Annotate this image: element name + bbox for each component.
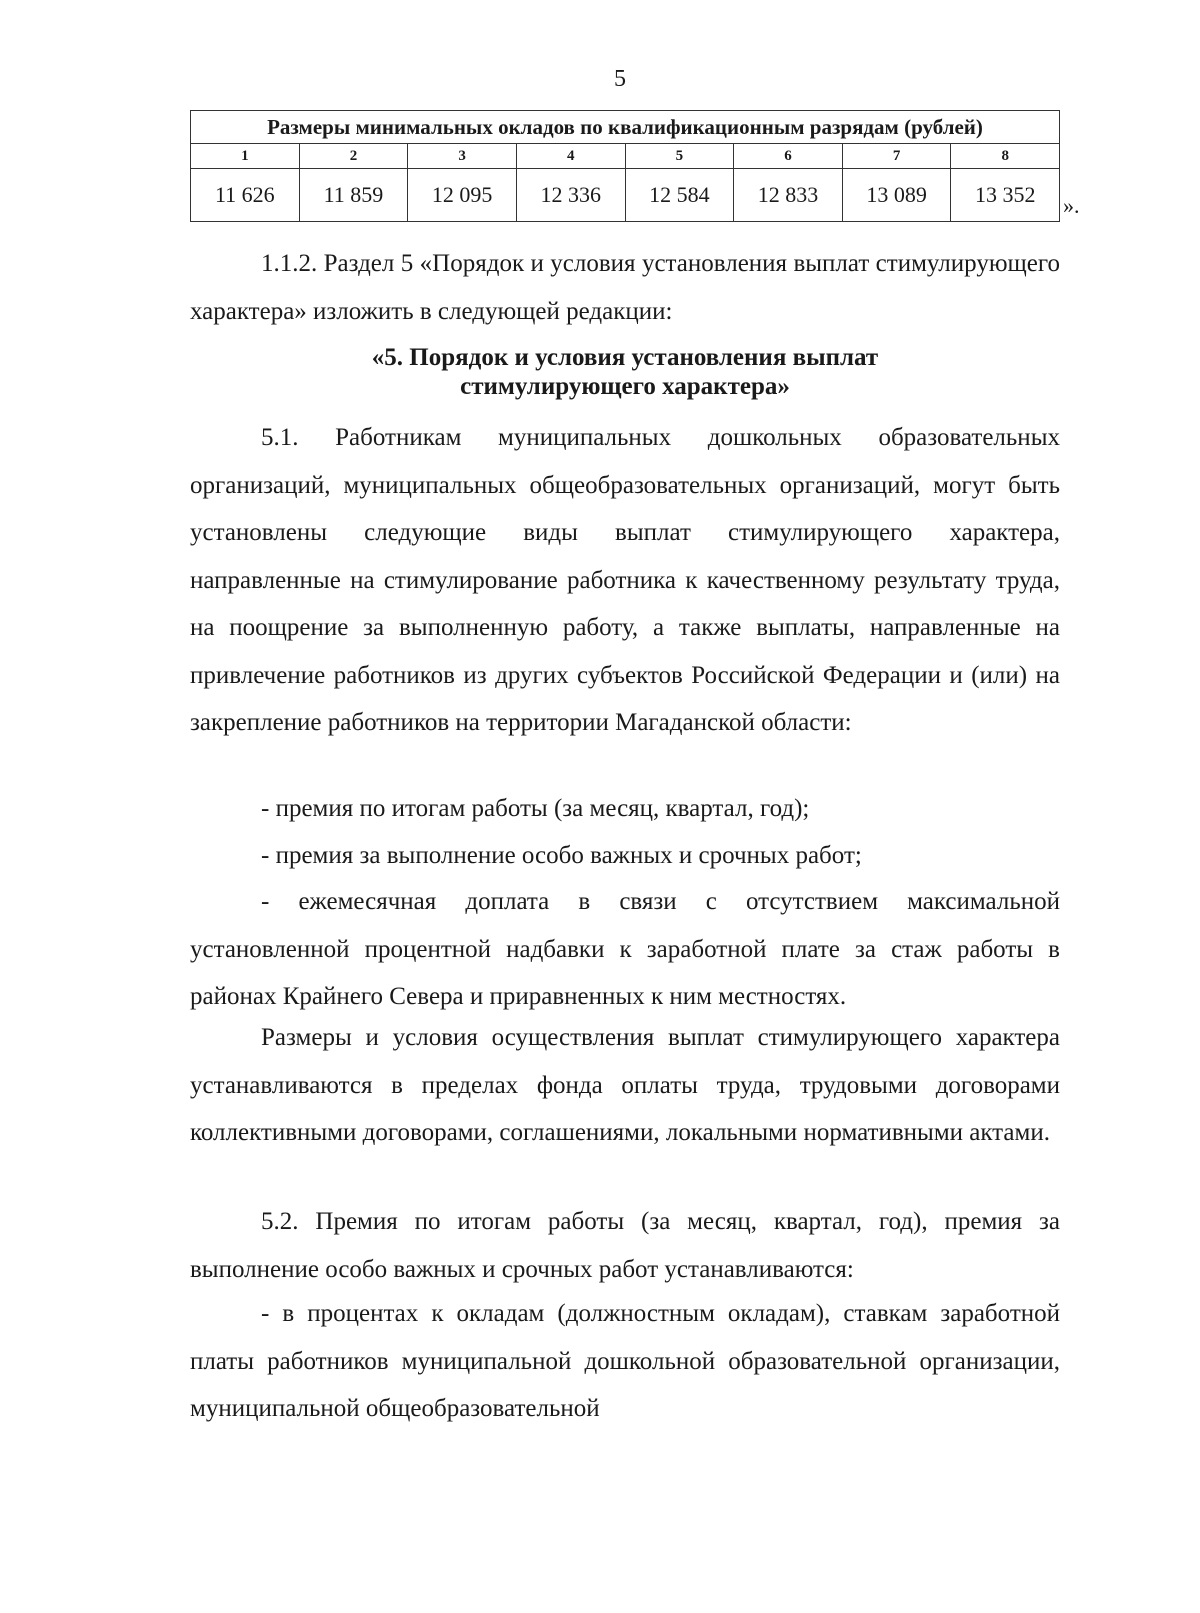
grade-row	[191, 144, 1060, 169]
grade-cell: 8	[951, 144, 1060, 169]
amount-cell: 11 859	[299, 169, 408, 222]
amount-cell: 12 095	[408, 169, 517, 222]
grade-cell: 4	[516, 144, 625, 169]
amount-row	[191, 169, 1060, 222]
table-caption: Размеры минимальных окладов по квалификационным разрядам (рублей)	[191, 111, 1060, 144]
bullet-monthly-surcharge: - ежемесячная доплата в связи с отсутствием максимальной установленной процентной надбавки к заработной плате за стаж работы в районах Крайнего Севера и приравненных к ним местностях.	[190, 888, 1060, 1010]
page-number: 5	[614, 66, 626, 92]
paragraph-sizes: Размеры и условия осуществления выплат стимулирующего характера устанавливаются в пределах фонда оплаты труда, трудовыми договорами коллективными договорами, соглашениями, локальными нормативными актами.	[190, 1024, 1060, 1146]
salary-table	[190, 110, 1060, 222]
section-heading-line: стимулирующего характера»	[460, 373, 790, 400]
amount-cell: 12 336	[516, 169, 625, 222]
amendment-intro: 1.1.2. Раздел 5 «Порядок и условия установления выплат стимулирующего характера» изложить в следующей редакции:	[190, 250, 1060, 325]
amount-cell: 13 352	[951, 169, 1060, 222]
section-heading-line: «5. Порядок и условия установления выплат	[371, 344, 879, 371]
bullet-percent: - в процентах к окладам (должностным окладам), ставкам заработной платы работников муниципальной дошкольной образовательной организации, муниципальной общеобразовательной	[190, 1300, 1060, 1422]
grade-cell: 1	[191, 144, 300, 169]
grade-cell: 3	[408, 144, 517, 169]
table-closing-quote: ».	[1063, 193, 1080, 218]
grade-cell: 7	[842, 144, 951, 169]
section-heading	[190, 343, 1060, 401]
bullet-bonus-urgent: - премия за выполнение особо важных и срочных работ;	[261, 842, 862, 869]
paragraph-5-1: 5.1. Работникам муниципальных дошкольных образовательных организаций, муниципальных общеобразовательных организаций, могут быть установлены следующие виды выплат стимулирующего характера, направленные на стимулирование работника к качественному результату труда, на поощрение за выполненную работу, а также выплаты, направленные на привлечение работников из других субъектов Российской Федерации и (или) на закрепление работников на территории Магаданской области:	[190, 424, 1060, 736]
amount-cell: 12 584	[625, 169, 734, 222]
paragraph-5-2: 5.2. Премия по итогам работы (за месяц, квартал, год), премия за выполнение особо важных и срочных работ устанавливаются:	[190, 1208, 1060, 1283]
table-caption-row	[191, 111, 1060, 144]
amount-cell: 11 626	[191, 169, 300, 222]
amount-cell: 13 089	[842, 169, 951, 222]
grade-cell: 5	[625, 144, 734, 169]
amount-cell: 12 833	[734, 169, 843, 222]
grade-cell: 2	[299, 144, 408, 169]
bullet-bonus-results: - премия по итогам работы (за месяц, квартал, год);	[261, 795, 810, 822]
grade-cell: 6	[734, 144, 843, 169]
